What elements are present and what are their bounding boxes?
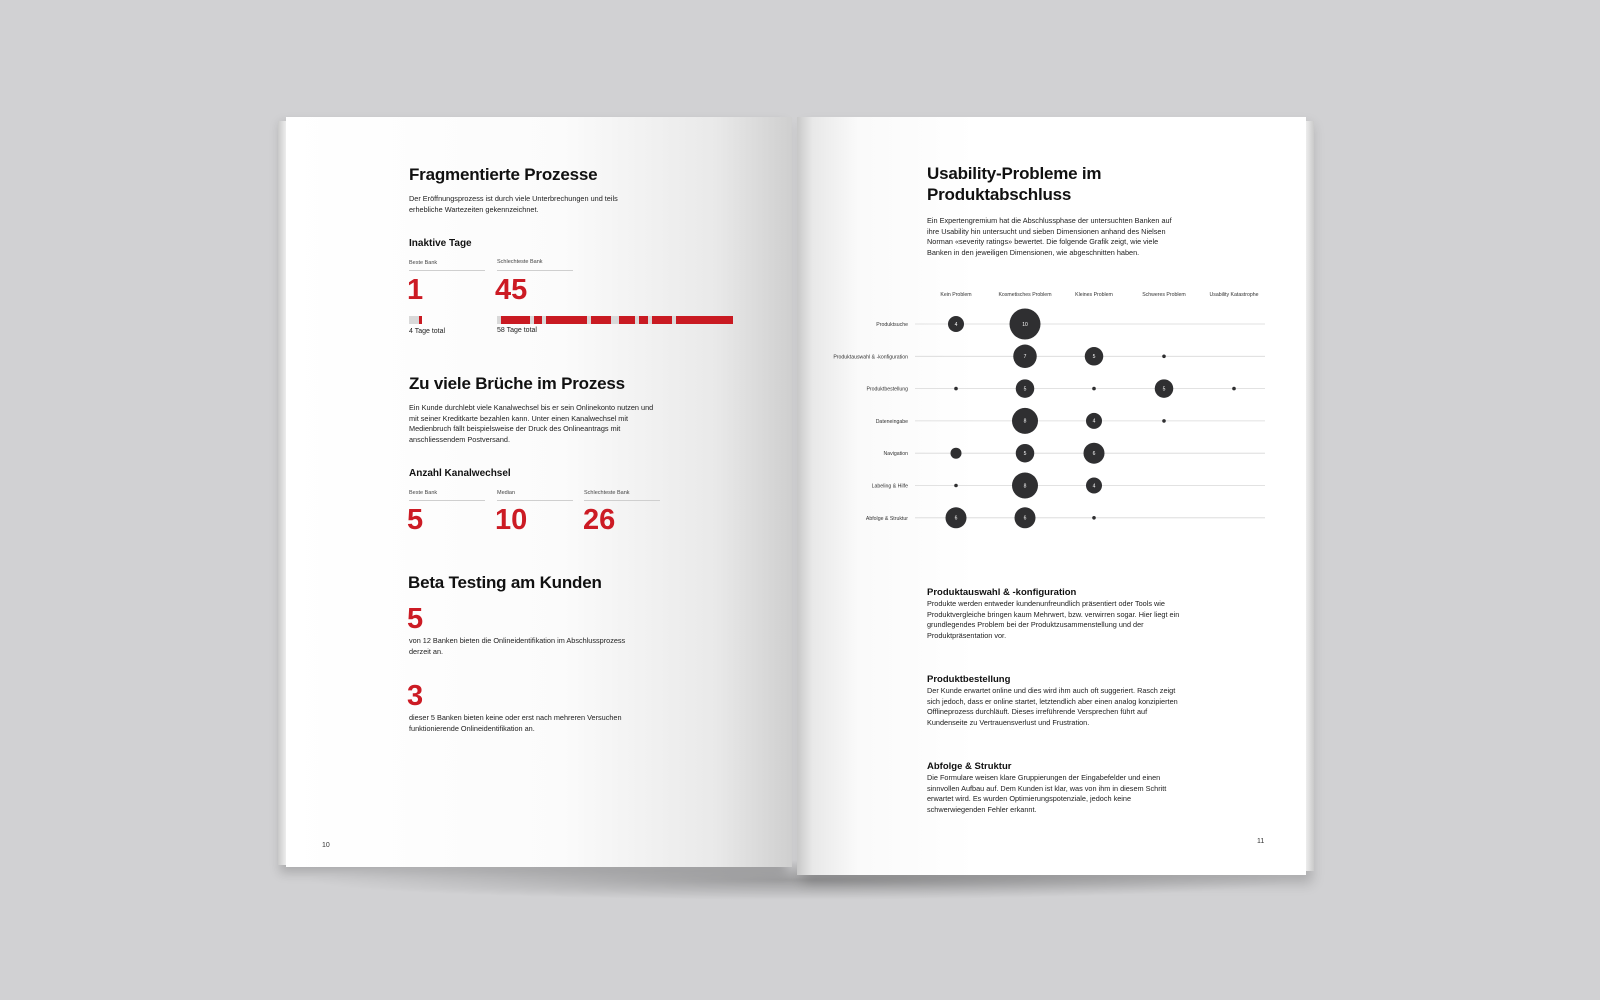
value-beta-stat1: 5 [407,603,424,635]
bar-segment-0 [501,316,529,324]
bubble-label-3-2: 4 [1092,418,1096,425]
bar-segment-4 [619,316,635,324]
value-best-changes: 5 [407,504,424,536]
detail-title-ordering: Produktbestellung [927,674,1011,685]
bubble-label-2-1: 5 [1023,386,1027,393]
row-label-1: Produktauswahl & -konfiguration [833,354,908,361]
bubble-2-2 [1092,387,1096,391]
bubble-label-6-1: 6 [1023,515,1027,522]
row-label-3: Dateneingabe [875,418,908,425]
bar-segment-1 [534,316,542,324]
label-median: Median [497,490,516,496]
divider [409,270,485,271]
divider [584,500,660,501]
section-text-fragmented: Der Eröffnungsprozess ist durch viele Unterbrechungen und teils erhebliche Wartezeiten gekennzeichnet. [409,194,618,214]
divider [497,270,573,271]
bar-worst-inactive [497,316,733,324]
bubble-1-3 [1162,355,1166,359]
column-label-1: Kosmetisches Problem [998,292,1052,298]
label-worst-bank: Schlechteste Bank [584,490,630,496]
bubble-label-5-1: 8 [1023,483,1027,490]
column-label-0: Kein Problem [940,292,972,298]
right-intro-text: Ein Expertengremium hat die Abschlussphase der untersuchten Banken auf ihre Usability hin untersucht und sieben Dimensionen anhand des Nielsen Norman «severity ratings» bewertet. Die folgende Grafik zeigt, wie viele Banken in den jeweiligen Dimensionen, wie abgeschnitten haben. [927,216,1172,257]
page-number-left: 10 [322,842,330,849]
bubble-2-0 [954,387,958,391]
bubble-label-4-1: 5 [1023,451,1027,457]
page-number-right: 11 [1257,838,1265,845]
bubble-label-5-2: 4 [1092,483,1096,490]
column-label-4: Usability Katastrophe [1209,292,1259,298]
section-title-breaks: Zu viele Brüche im Prozess [409,374,625,393]
label-best-bank: Beste Bank [409,490,438,496]
bubble-3-3 [1162,419,1166,423]
bar-segment-5 [639,316,647,324]
divider [409,500,485,501]
section-title-beta: Beta Testing am Kunden [408,573,602,592]
section-title-fragmented: Fragmentierte Prozesse [409,165,598,184]
bubble-label-0-0: 4 [954,321,958,328]
chart-canvas [820,290,1270,540]
value-worst-changes: 26 [583,504,616,536]
bubble-label-3-1: 8 [1023,418,1027,425]
best-total-label: 4 Tage total [409,328,446,335]
row-label-6: Abfolge & Struktur [865,515,908,522]
bubble-label-0-1: 10 [1022,321,1028,328]
row-label-2: Produktbestellung [866,386,908,393]
row-label-0: Produktsuche [876,322,908,328]
value-worst-inactive: 45 [495,274,528,306]
column-label-3: Schweres Problem [1142,292,1186,298]
bar-segment-6 [652,316,672,324]
label-worst-bank: Schlechteste Bank [497,259,543,265]
text-beta-stat2: dieser 5 Banken bieten keine oder erst nach mehreren Versuchen funktionierende Onlineidentifikation an. [409,713,622,733]
bar-best-inactive [419,316,422,324]
value-beta-stat2: 3 [407,680,424,712]
label-best-bank: Beste Bank [409,260,438,266]
bubble-5-0 [954,484,958,488]
text-beta-stat1: von 12 Banken bieten die Onlineidentifikation im Abschlussprozess derzeit an. [409,636,626,656]
right-title-line1: Usability-Probleme im [927,164,1102,183]
value-best-inactive: 1 [407,274,424,306]
bar-segment-7 [676,316,733,324]
bar-segment-3 [591,316,611,324]
detail-text-product-selection: Produkte werden entweder kundenunfreundlich präsentiert oder Tools wie Produktvergleiche bringen kaum Mehrwert, bzw. verwirren sogar. Hier liegt ein grundlegendes Problem bei der Produktzusammenstellung und der Produktpräsentation vor. [927,599,1180,640]
detail-title-sequence: Abfolge & Struktur [927,761,1012,772]
section-text-breaks: Ein Kunde durchlebt viele Kanalwechsel bis er sein Onlinekonto nutzen und mit seiner Kreditkarte bezahlen kann. Unter einen Kanalwechsel mit Medienbruch fällt beispielsweise der Druck des Onlineantrags mit anschliessendem Postversand. [409,403,654,444]
divider [497,500,573,501]
right-title-line2: Produktabschluss [927,185,1072,204]
subtitle-channel-changes: Anzahl Kanalwechsel [409,468,511,479]
detail-text-sequence: Die Formulare weisen klare Gruppierungen der Eingabefelder und einen sinnvollen Aufbau auf. Dem Kunden ist klar, was von ihm in diesem Schritt erwartet wird. Es wurden Optimierungspotenziale, jedoch keine schwerwiegenden Fehler erkannt. [927,773,1167,814]
bubble-6-2 [1092,516,1096,520]
worst-total-label: 58 Tage total [497,327,537,334]
bubble-label-4-2: 6 [1092,451,1096,457]
usability-severity-chart [820,290,1270,540]
detail-title-product-selection: Produktauswahl & -konfiguration [927,587,1077,598]
bubble-label-1-2: 5 [1092,354,1096,361]
detail-text-ordering: Der Kunde erwartet online und dies wird ihm auch oft suggeriert. Rasch zeigt sich jedoch, dass er online startet, letztendlich aber einen analog konzipierten Offlineprozess durchläuft. Dieses irreführende Versprechen führt auf Kundenseite zu Vertrauensverlust und Frustration. [927,686,1178,727]
value-median-changes: 10 [495,504,528,536]
subtitle-inactive-days: Inaktive Tage [409,238,472,249]
bubble-label-6-0: 6 [954,515,958,522]
bubble-label-2-3: 5 [1162,386,1166,393]
left-page [286,117,792,867]
column-label-2: Kleines Problem [1075,292,1113,298]
bar-segment-2 [546,316,587,324]
row-label-5: Labeling & Hilfe [871,483,908,490]
row-label-4: Navigation [883,451,908,458]
bubble-4-0 [951,448,962,459]
bubble-2-4 [1232,387,1236,391]
bubble-label-1-1: 7 [1023,354,1027,361]
